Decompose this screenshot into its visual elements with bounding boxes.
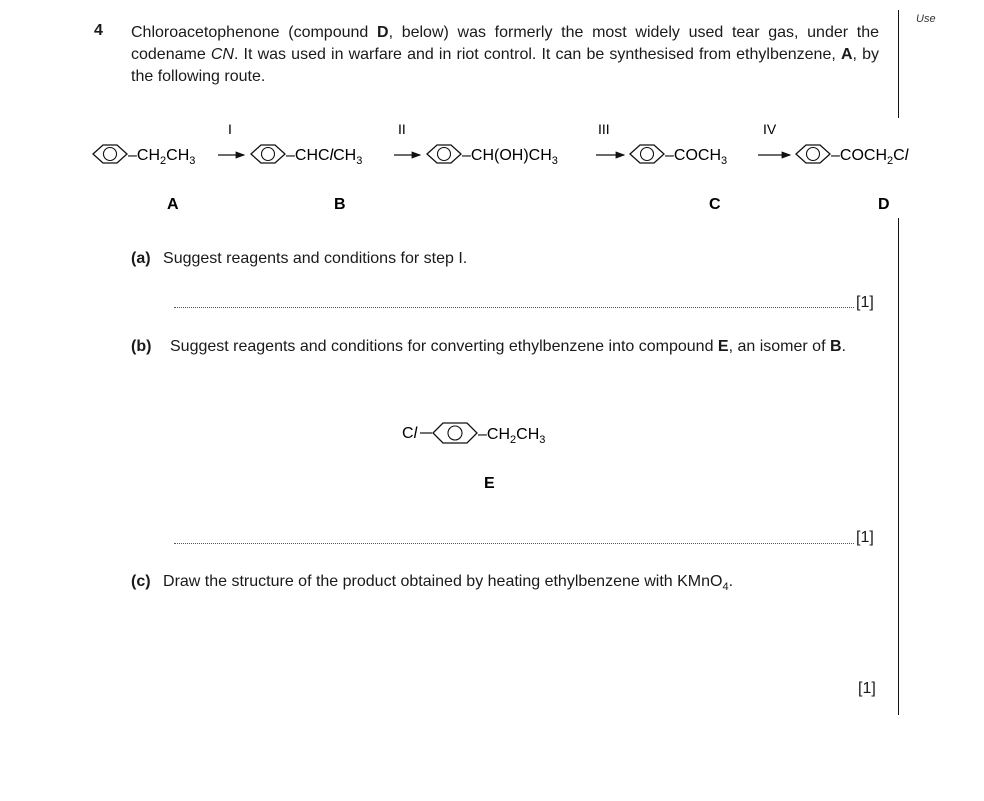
part-a-answer-line[interactable] [174,307,854,308]
part-b-mark: [1] [856,529,874,546]
margin-line-bottom [898,218,899,715]
part-b-compound-e: E [717,338,729,355]
part-b-answer-line[interactable] [174,543,854,544]
step-4-label: IV [763,121,777,137]
compound-c-group: $-COCH_3$ [665,147,728,167]
compound-b-label: B [334,196,346,213]
compound-e-left-group: Cl [402,425,418,442]
compound-d-group: $-COCH_2Cl$ [831,147,909,167]
compound-e-structure [390,405,610,500]
intro-text-3: . It was used in warfare and in riot control. It can be synthesised from ethylbenzene, [233,46,841,63]
compound-e-label: E [484,475,495,492]
compound-e-right-group: $-CH_2CH_3$ [478,426,546,446]
question-intro [131,22,879,88]
part-c-text-2: . [728,573,734,590]
compound-b-group: –CHClCH$_3$ [286,147,363,167]
part-c-question [131,572,733,597]
part-b-text-2: , an isomer of [728,338,830,355]
part-a-mark: [1] [856,294,874,311]
margin-note: Use [916,13,936,25]
part-b-compound-b: B [829,338,842,355]
compound-a-label: A [167,196,179,213]
part-b-text-3: . [841,338,846,355]
intro-compound-d: D [377,24,389,41]
reaction-scheme [0,112,984,222]
part-c-drawing-area[interactable] [174,600,854,680]
compound-b [251,145,362,213]
part-c-subscript: 4 [722,581,729,594]
part-c-mark: [1] [858,680,876,697]
intro-text-4: , by the following route. [131,46,879,85]
step-2-label: II [398,121,406,137]
part-b-label: (b) [131,338,152,355]
compound-a [93,145,195,213]
compound-intermediate [427,145,558,167]
compound-a-group: $-CH_2CH_3$ [128,147,196,167]
compound-c-label: C [709,196,721,213]
compound-d-label: D [878,196,890,213]
part-c-text-1: Draw the structure of the product obtained by heating ethylbenzene with KMnO [163,573,723,590]
compound-intermediate-group: $-CH(OH)CH_3$ [462,147,558,167]
intro-text-1: Chloroacetophenone (compound [131,24,377,41]
compound-c [630,145,727,213]
step-1-label: I [228,121,232,137]
intro-codename: CN [210,46,234,63]
intro-text-2: , below) was formerly the most widely used tear gas, under the codename [131,24,880,63]
part-b-text [170,337,878,357]
part-b-text-1: Suggest reagents and conditions for converting ethylbenzene into compound [170,338,718,355]
question-number: 4 [94,22,103,39]
compound-d [796,145,909,213]
step-3-label: III [598,121,610,137]
part-c-text [163,573,734,594]
part-a-label: (a) [131,250,151,267]
part-a-text: Suggest reagents and conditions for step I. [163,250,468,267]
part-c-label: (c) [131,573,151,590]
margin-line-top [898,10,899,118]
intro-compound-a: A [840,46,853,63]
part-a-question [131,249,467,269]
